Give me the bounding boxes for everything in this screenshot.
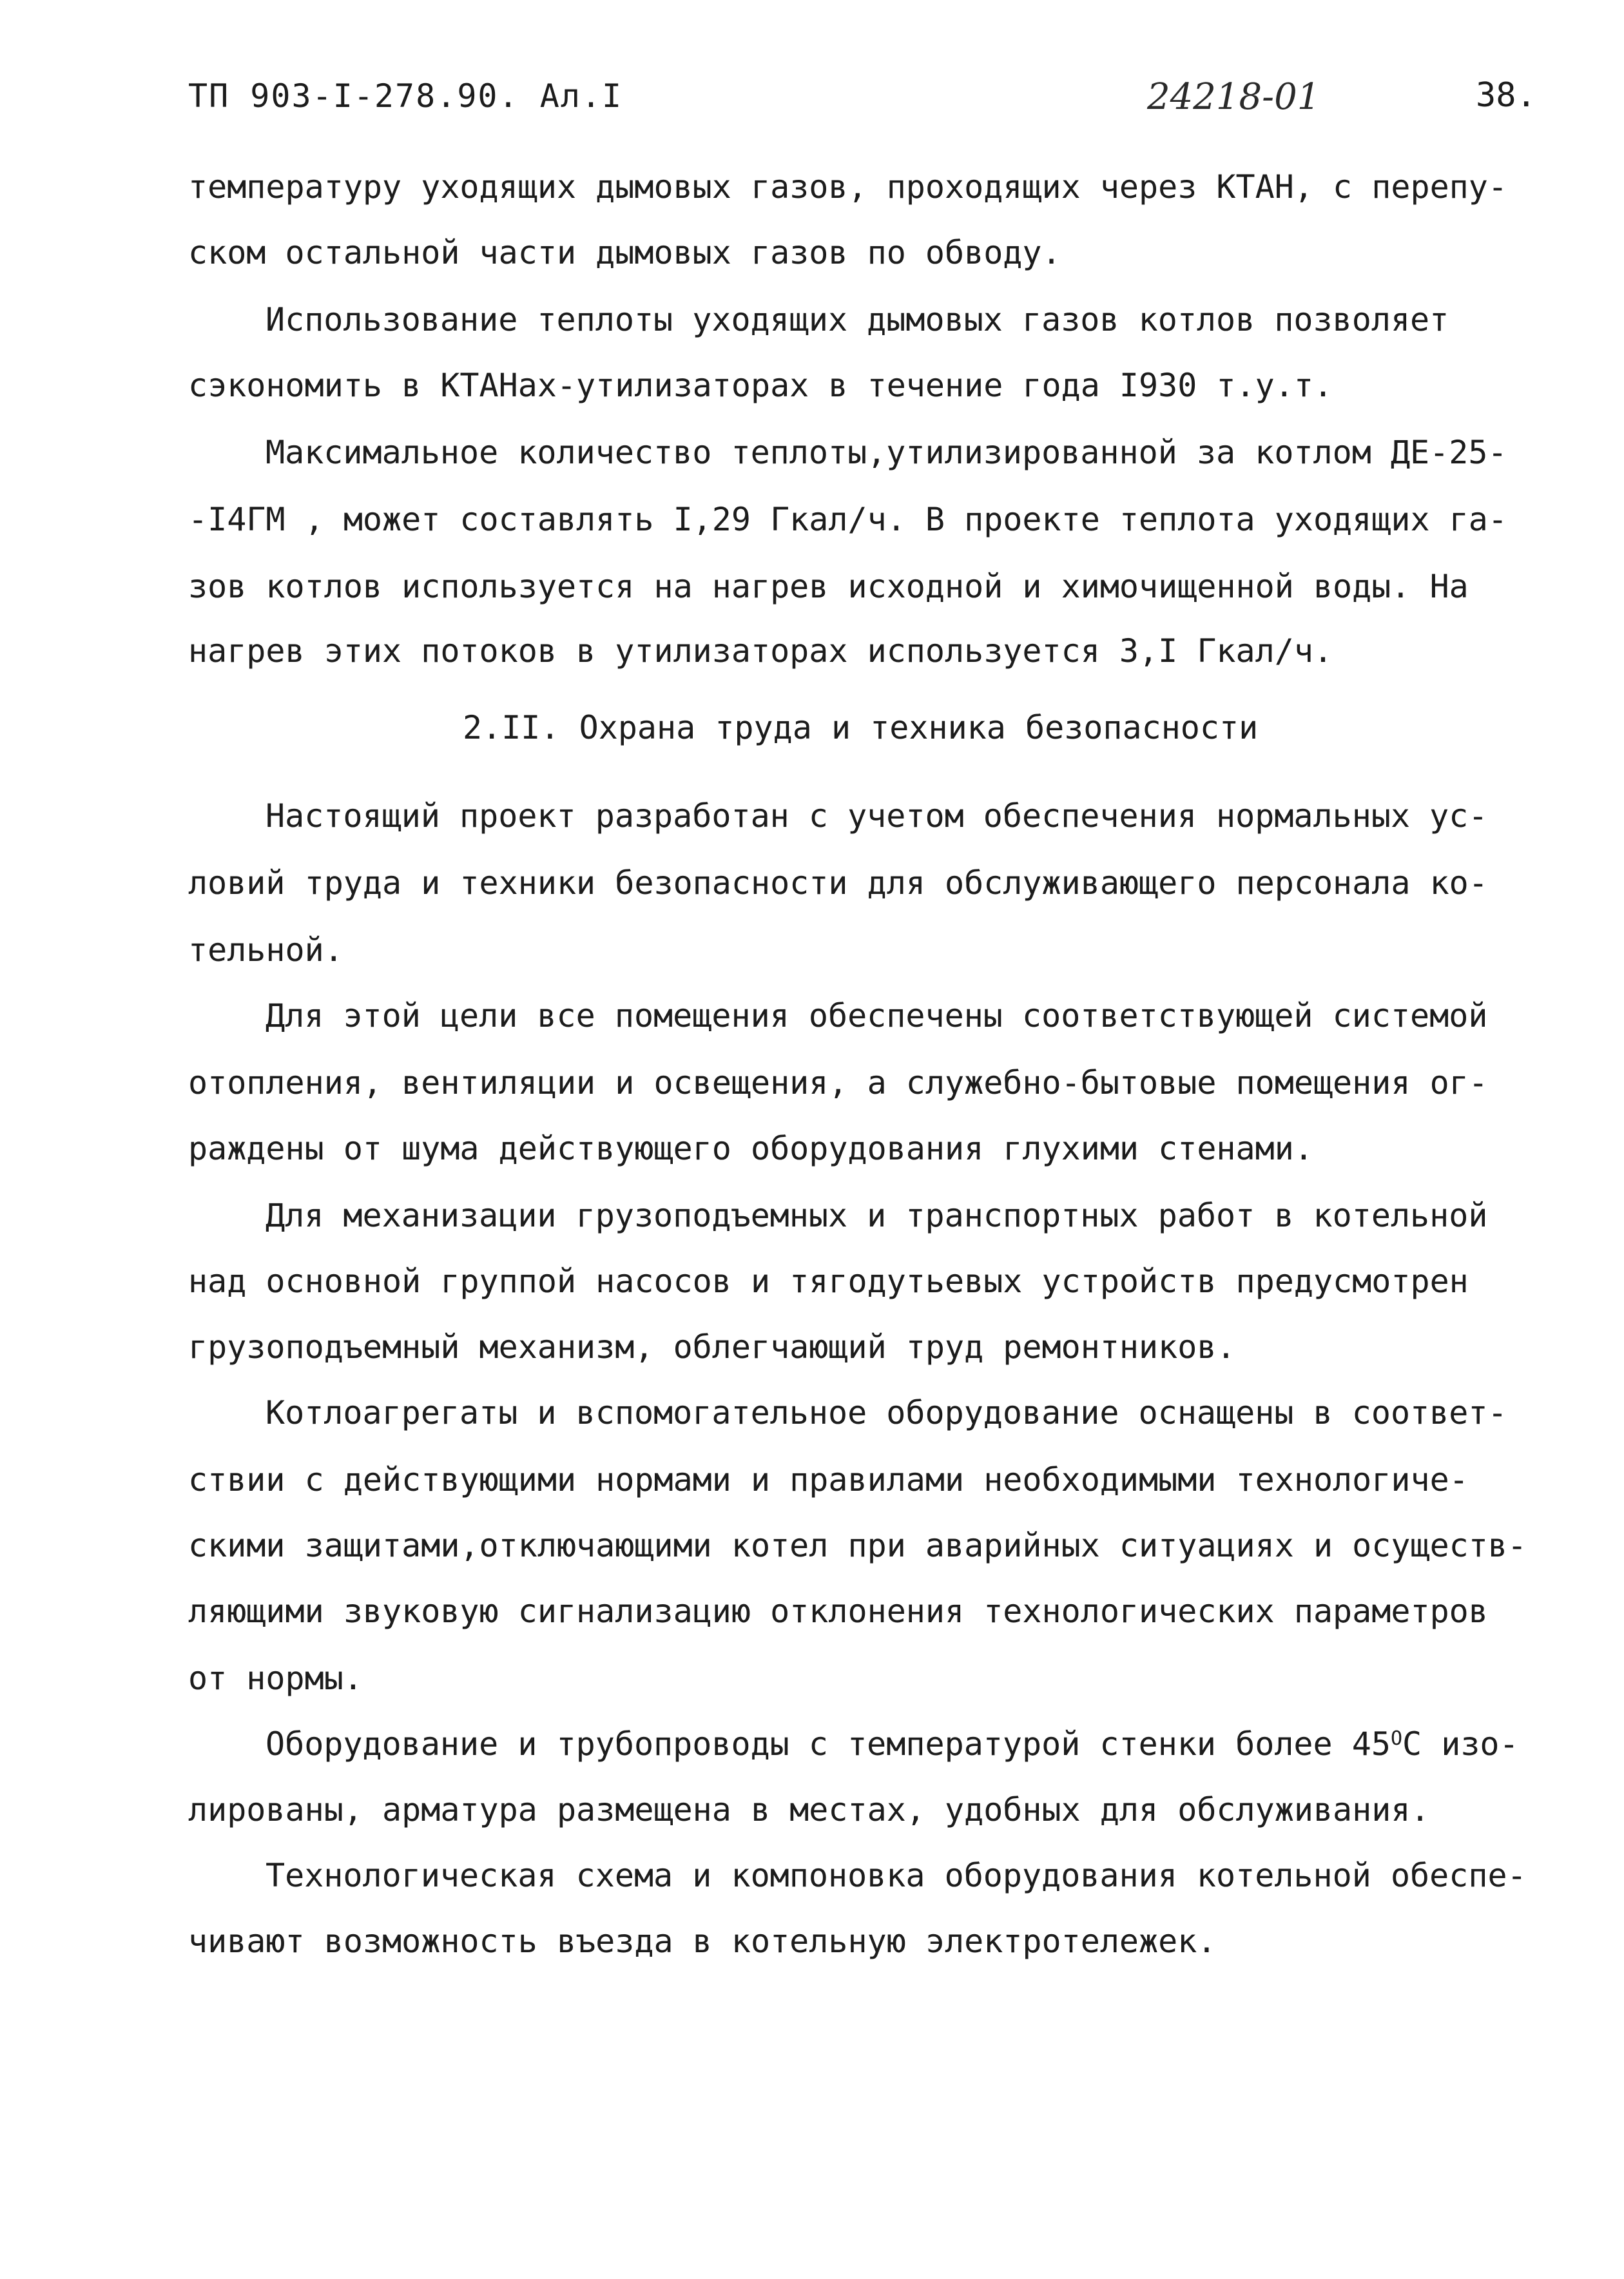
handwritten-number: 24218-01 bbox=[1147, 76, 1320, 118]
paragraph-line: чивают возможность въезда в котельную электротележек. bbox=[188, 1923, 1217, 1960]
paragraph-line: раждены от шума действующего оборудования глухими стенами. bbox=[188, 1130, 1313, 1167]
temperature-text: Оборудование и трубопроводы с температурой стенки более 45 bbox=[266, 1725, 1391, 1763]
paragraph-line: температуру уходящих дымовых газов, проходящих через КТАН, с перепу- bbox=[188, 168, 1507, 206]
paragraph-line: Технологическая схема и компоновка оборудования котельной обеспе- bbox=[266, 1857, 1527, 1894]
paragraph-line-temperature bbox=[266, 1725, 1519, 1763]
paragraph-line: Настоящий проект разработан с учетом обеспечения нормальных ус- bbox=[266, 797, 1488, 835]
paragraph-line: Для механизации грузоподъемных и транспортных работ в котельной bbox=[266, 1197, 1488, 1234]
paragraph-line: ловий труда и техники безопасности для обслуживающего персонала ко- bbox=[188, 864, 1488, 902]
paragraph-line: Максимальное количество теплоты,утилизированной за котлом ДЕ-25- bbox=[266, 434, 1507, 471]
paragraph-line: грузоподъемный механизм, облегчающий труд ремонтников. bbox=[188, 1328, 1236, 1366]
paragraph-line: лированы, арматура размещена в местах, удобных для обслуживания. bbox=[188, 1791, 1430, 1828]
paragraph-line: отопления, вентиляции и освещения, а служебно-бытовые помещения ог- bbox=[188, 1064, 1488, 1101]
paragraph-line: Использование теплоты уходящих дымовых газов котлов позволяет bbox=[266, 301, 1449, 338]
paragraph-line: тельной. bbox=[188, 931, 343, 969]
paragraph-line: -I4ГМ , может составлять I,29 Гкал/ч. В проекте теплота уходящих га- bbox=[188, 501, 1507, 538]
paragraph-line: от нормы. bbox=[188, 1660, 363, 1697]
paragraph-line: ствии с действующими нормами и правилами необходимыми технологиче- bbox=[188, 1461, 1469, 1498]
paragraph-line: зов котлов используется на нагрев исходной и химочищенной воды. На bbox=[188, 568, 1469, 605]
document-code: ТП 903-I-278.90. Ал.I bbox=[188, 77, 623, 115]
paragraph-line: Для этой цели все помещения обеспечены соответствующей системой bbox=[266, 997, 1488, 1034]
paragraph-line: над основной группой насосов и тягодутьевых устройств предусмотрен bbox=[188, 1263, 1469, 1300]
paragraph-line: нагрев этих потоков в утилизаторах используется 3,I Гкал/ч. bbox=[188, 632, 1333, 670]
paragraph-line: сэкономить в КТАНах-утилизаторах в течение года I930 т.у.т. bbox=[188, 367, 1333, 404]
paragraph-line: скими защитами,отключающими котел при аварийных ситуациях и осуществ- bbox=[188, 1527, 1527, 1564]
paragraph-line: Котлоагрегаты и вспомогательное оборудование оснащены в соответ- bbox=[266, 1394, 1507, 1431]
paragraph-line: ляющими звуковую сигнализацию отклонения технологических параметров bbox=[188, 1593, 1488, 1630]
page-number: 38. bbox=[1476, 76, 1536, 115]
degree-mark: О bbox=[1390, 1727, 1403, 1750]
section-heading: 2.II. Охрана труда и техника безопасности bbox=[463, 709, 1259, 746]
temperature-suffix: С изо- bbox=[1402, 1725, 1519, 1763]
paragraph-line: ском остальной части дымовых газов по обводу. bbox=[188, 234, 1061, 271]
